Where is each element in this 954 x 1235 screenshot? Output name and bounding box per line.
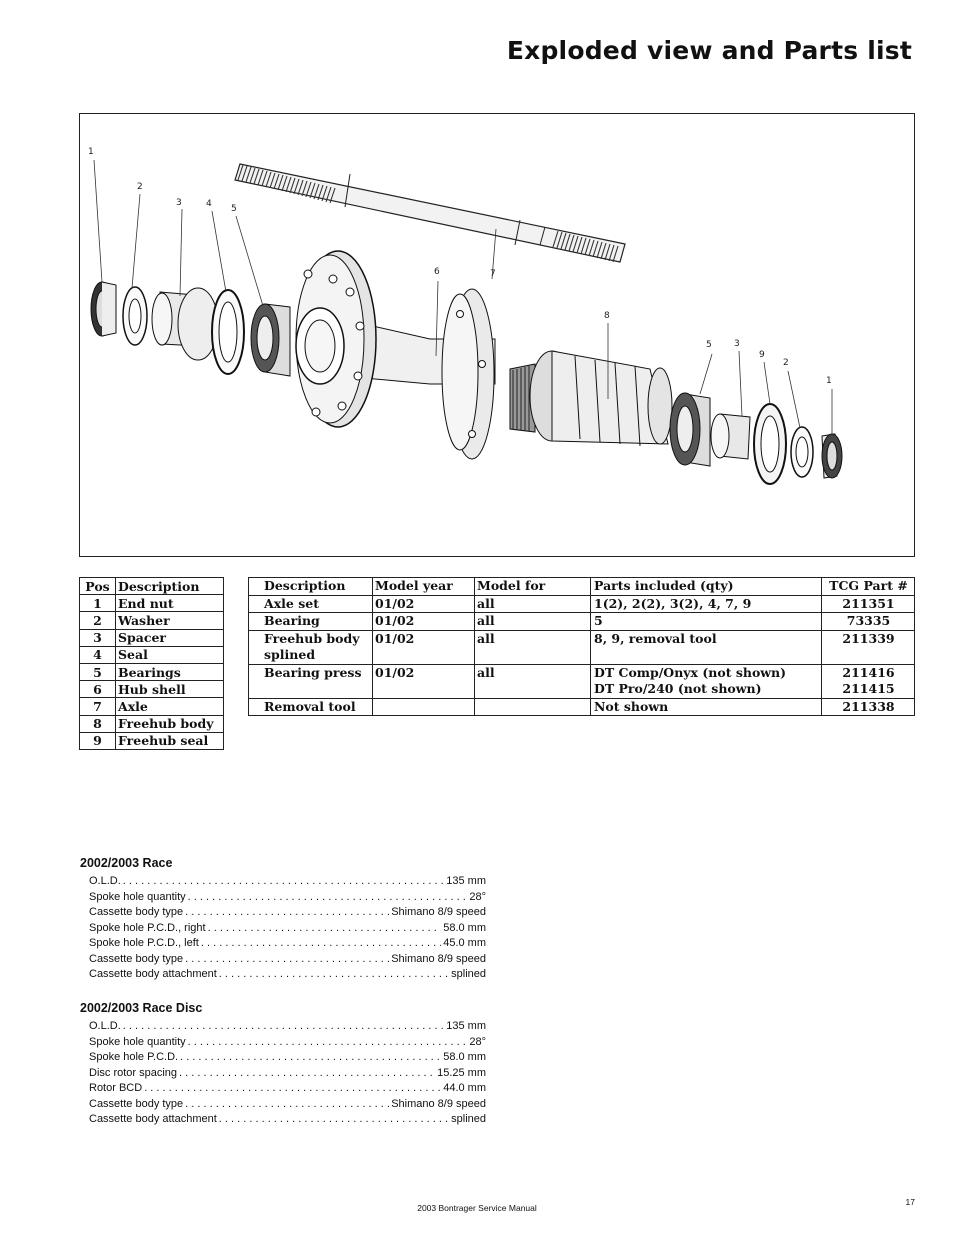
spec-row — [80, 874, 486, 890]
footer-text: 2003 Bontrager Service Manual — [417, 1203, 537, 1213]
right-end-nut — [822, 434, 842, 478]
table-row — [80, 629, 224, 646]
kit-parts-included: Not shown — [591, 698, 822, 716]
callout-2-right: 2 — [783, 358, 789, 368]
kit-model-year: 01/02 — [373, 664, 475, 698]
spec-value: 135 mm — [446, 875, 486, 887]
pos-description: Axle — [116, 698, 224, 715]
table-row — [80, 681, 224, 698]
kit-parts-line2: DT Pro/240 (not shown) — [594, 681, 762, 696]
positions-header-pos: Pos — [80, 578, 116, 595]
kits-header-model-year: Model year — [373, 578, 475, 596]
spec-label: Rotor BCD — [89, 1082, 143, 1094]
table-row — [80, 595, 224, 612]
right-bearing — [670, 393, 710, 466]
spec-value: Shimano 8/9 speed — [391, 1097, 486, 1110]
kit-model-for: all — [475, 613, 591, 631]
spec-row — [80, 1081, 486, 1097]
kit-description: Axle set — [249, 595, 373, 613]
callout-2: 2 — [137, 182, 143, 192]
kit-model-year: 01/02 — [373, 613, 475, 631]
kit-parts-included: 5 — [591, 613, 822, 631]
spec-row — [80, 1035, 486, 1051]
kit-parts-line1: DT Comp/Onyx (not shown) — [594, 664, 787, 680]
pos-number: 5 — [80, 663, 116, 680]
spec-section-race-disc — [80, 1001, 486, 1128]
pos-number: 9 — [80, 732, 116, 749]
spec-label: Cassette body type — [89, 906, 184, 918]
callout-1: 1 — [88, 147, 94, 157]
table-row — [80, 612, 224, 629]
spec-label: Spoke hole P.C.D. — [89, 1051, 179, 1063]
callout-1-right: 1 — [826, 376, 832, 386]
spec-label: O.L.D. — [89, 1020, 121, 1032]
freehub-seal — [754, 404, 786, 484]
kits-header-parts-included: Parts included (qty) — [591, 578, 822, 596]
spec-row — [80, 1050, 486, 1066]
kit-description: Bearing press — [249, 664, 373, 698]
table-row — [80, 663, 224, 680]
right-washer — [791, 427, 813, 477]
table-row — [80, 698, 224, 715]
hub-exploded-illustration — [80, 114, 916, 558]
left-bearing — [251, 304, 290, 376]
spec-row — [80, 1097, 486, 1113]
spec-value: 15.25 mm — [437, 1066, 486, 1079]
spec-row — [80, 936, 486, 952]
positions-header-row — [80, 578, 224, 595]
pos-description: Freehub seal — [116, 732, 224, 749]
left-washer — [123, 287, 147, 345]
kit-parts-included: 8, 9, removal tool — [591, 630, 822, 664]
table-row — [80, 732, 224, 749]
kit-model-for: all — [475, 595, 591, 613]
kit-description-line1: Freehub body — [264, 630, 360, 646]
spec-value: 28° — [469, 1035, 486, 1048]
table-row — [249, 630, 915, 664]
callout-7: 7 — [490, 269, 496, 279]
callout-8: 8 — [604, 311, 610, 321]
spec-label: Cassette body attachment — [89, 968, 217, 980]
pos-number: 7 — [80, 698, 116, 715]
kit-model-year: 01/02 — [373, 630, 475, 664]
table-row — [80, 646, 224, 663]
kit-parts-included: 1(2), 2(2), 3(2), 4, 7, 9 — [591, 595, 822, 613]
pos-description: Hub shell — [116, 681, 224, 698]
spec-row — [80, 967, 486, 983]
spec-row — [80, 921, 486, 937]
spec-value: splined — [451, 968, 486, 980]
spec-value: splined — [451, 1113, 486, 1125]
kit-part-number: 211351 — [822, 595, 915, 613]
kit-model-for: all — [475, 630, 591, 664]
callout-5-right: 5 — [706, 340, 712, 350]
kit-part-number-line1: 211416 — [842, 664, 895, 680]
spec-value: 135 mm — [446, 1020, 486, 1032]
left-end-nut — [91, 282, 116, 336]
kit-model-year — [373, 698, 475, 716]
kits-header-row — [249, 578, 915, 596]
table-row — [249, 664, 915, 698]
spec-value: 28° — [469, 890, 486, 903]
callout-3: 3 — [176, 198, 182, 208]
left-spacer — [152, 288, 218, 360]
spec-section-race — [80, 856, 486, 983]
page-number: 17 — [905, 1197, 915, 1207]
spec-value: 58.0 mm — [443, 921, 486, 934]
spec-value: Shimano 8/9 speed — [391, 906, 486, 918]
pos-number: 8 — [80, 715, 116, 732]
table-row — [249, 613, 915, 631]
spec-heading: 2002/2003 Race — [80, 856, 173, 870]
spec-label: Cassette body type — [89, 952, 184, 965]
kits-header-model-for: Model for — [475, 578, 591, 596]
kit-part-number — [822, 664, 915, 698]
pos-description: Spacer — [116, 629, 224, 646]
table-row — [249, 595, 915, 613]
spec-row — [80, 890, 486, 906]
spec-row — [80, 1066, 486, 1082]
kit-description-line2: splined — [264, 647, 316, 662]
positions-table — [79, 577, 224, 750]
right-spacer — [711, 414, 750, 459]
axle-drawing — [235, 164, 625, 262]
left-seal — [212, 290, 244, 374]
pos-description: Bearings — [116, 663, 224, 680]
pos-description: Freehub body — [116, 715, 224, 732]
kits-header-part-number: TCG Part # — [822, 578, 915, 596]
pos-number: 6 — [80, 681, 116, 698]
kit-part-number: 211338 — [822, 698, 915, 716]
callout-3-right: 3 — [734, 339, 740, 349]
freehub-body-drawing — [510, 351, 672, 446]
callout-9: 9 — [759, 350, 765, 360]
pos-number: 1 — [80, 595, 116, 612]
kit-description: Removal tool — [249, 698, 373, 716]
positions-header-description: Description — [116, 578, 224, 595]
spec-label: Spoke hole quantity — [89, 1035, 186, 1048]
spec-label: Spoke hole P.C.D., right — [89, 921, 206, 934]
spec-value: 44.0 mm — [443, 1082, 486, 1094]
table-row — [249, 698, 915, 716]
kit-model-for: all — [475, 664, 591, 698]
kit-part-number: 211339 — [822, 630, 915, 664]
kit-model-for — [475, 698, 591, 716]
hub-shell-drawing — [296, 251, 495, 459]
spec-row — [80, 1112, 486, 1128]
spec-heading: 2002/2003 Race Disc — [80, 1001, 203, 1015]
service-kits-table — [248, 577, 915, 716]
kit-part-number: 73335 — [822, 613, 915, 631]
spec-value: 58.0 mm — [443, 1051, 486, 1063]
spec-label: Cassette body type — [89, 1097, 184, 1110]
spec-value: Shimano 8/9 speed — [391, 952, 486, 965]
table-row — [80, 715, 224, 732]
spec-row — [80, 1019, 486, 1035]
pos-description: Seal — [116, 646, 224, 663]
spec-row — [80, 952, 486, 968]
kit-description — [249, 630, 373, 664]
pos-number: 2 — [80, 612, 116, 629]
spec-label: Spoke hole quantity — [89, 890, 186, 903]
spec-label: Cassette body attachment — [89, 1113, 217, 1125]
callout-5: 5 — [231, 204, 237, 214]
exploded-view-diagram — [79, 113, 915, 557]
callout-6: 6 — [434, 267, 440, 277]
kit-model-year: 01/02 — [373, 595, 475, 613]
kit-description: Bearing — [249, 613, 373, 631]
kit-part-number-line2: 211415 — [842, 681, 895, 696]
kits-header-description: Description — [249, 578, 373, 596]
spec-value: 45.0 mm — [443, 937, 486, 949]
pos-description: End nut — [116, 595, 224, 612]
callout-4: 4 — [206, 199, 212, 209]
spec-label: Disc rotor spacing — [89, 1066, 178, 1079]
pos-description: Washer — [116, 612, 224, 629]
kit-parts-included — [591, 664, 822, 698]
spec-label: Spoke hole P.C.D., left — [89, 937, 199, 949]
pos-number: 4 — [80, 646, 116, 663]
spec-label: O.L.D. — [89, 875, 121, 887]
spec-row — [80, 905, 486, 921]
page-title: Exploded view and Parts list — [506, 36, 912, 65]
pos-number: 3 — [80, 629, 116, 646]
